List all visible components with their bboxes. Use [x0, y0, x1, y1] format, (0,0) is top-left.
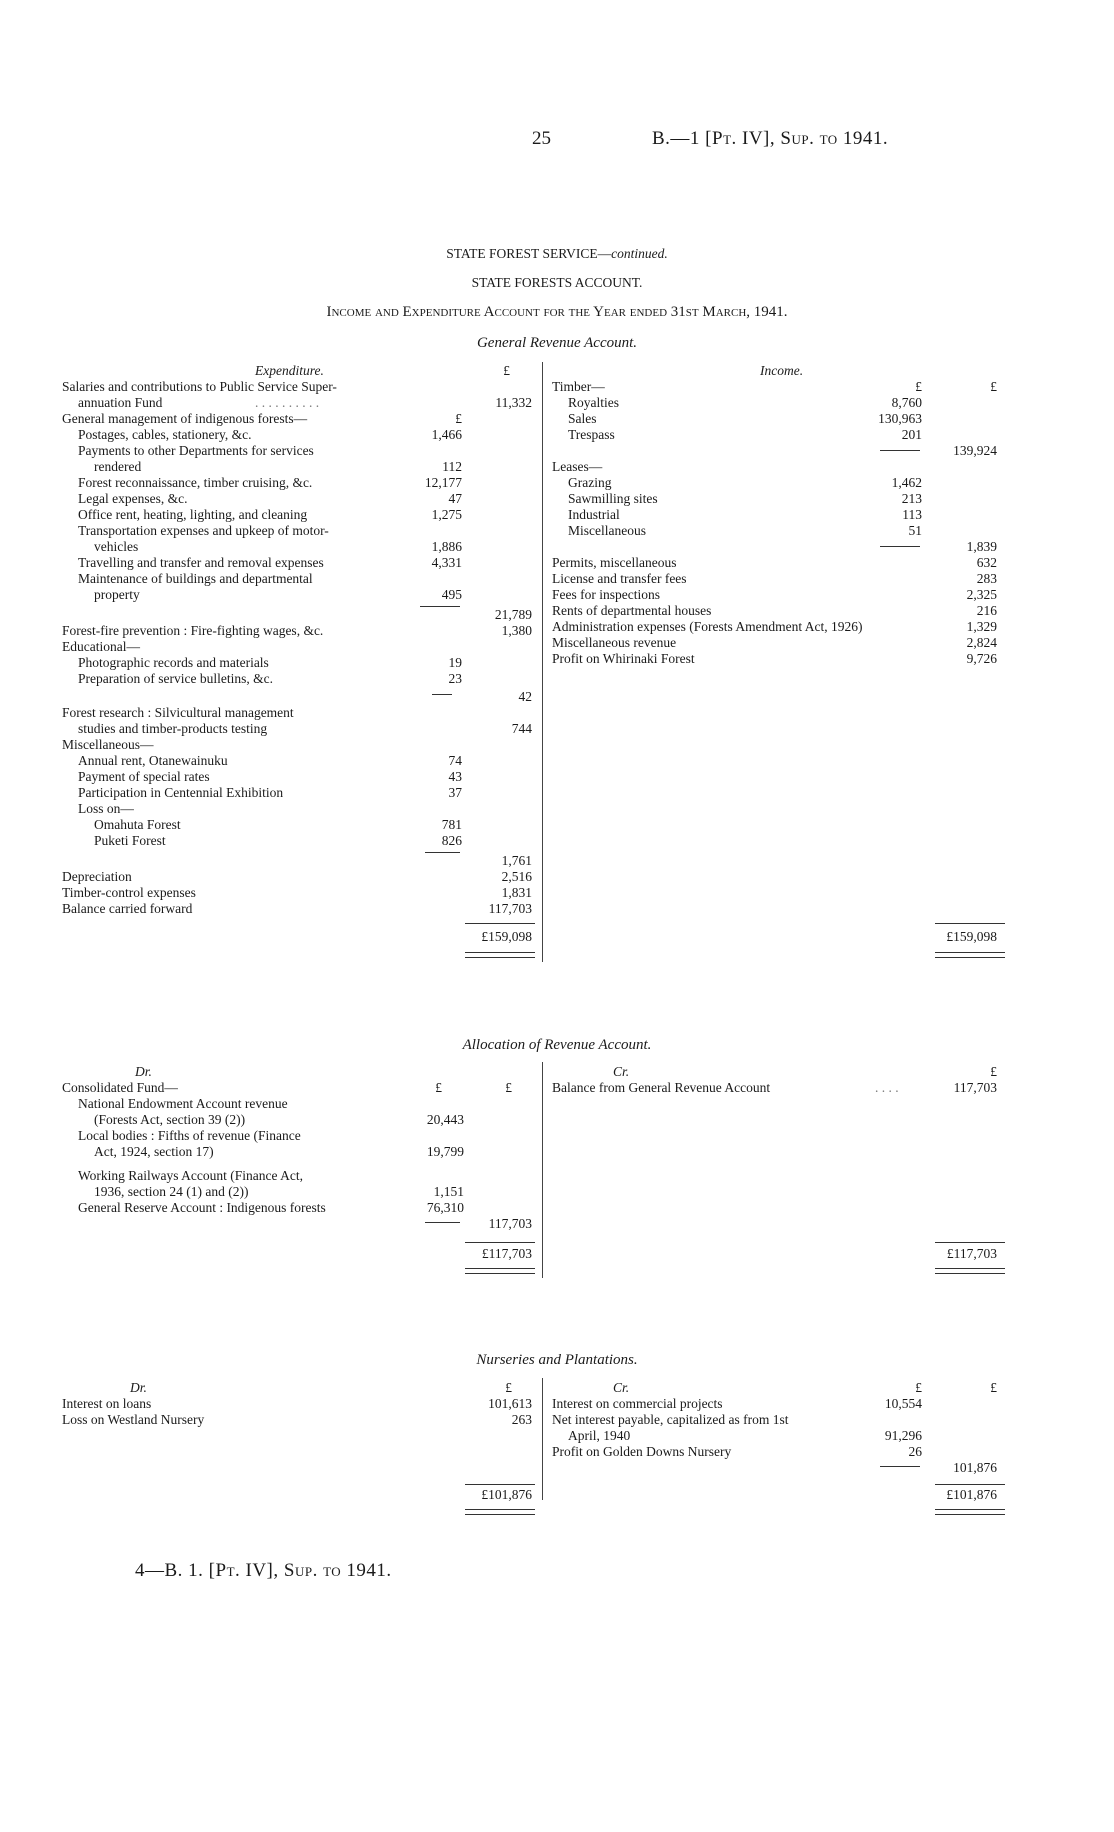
subtotal-rule — [880, 450, 920, 451]
column-divider — [542, 1378, 543, 1500]
list-item-amount: 1,329 — [966, 619, 997, 634]
list-item-label: Loss on Westland Nursery — [62, 1412, 205, 1427]
list-item-label: Preparation of service bulletins, &c. — [78, 671, 273, 686]
list-item-label: Omahuta Forest — [94, 817, 181, 832]
statement-title: Income and Expenditure Account for the Year ended 31st March, 1941. — [326, 304, 788, 320]
list-item-label: License and transfer fees — [552, 571, 687, 586]
timber-control-total: 1,831 — [501, 885, 532, 900]
leader-dots: . . . . — [875, 1080, 899, 1095]
list-item-label: Payment of special rates — [78, 769, 210, 784]
list-item-amount: 113 — [902, 507, 922, 522]
allocation-dr-total: £117,703 — [481, 1246, 532, 1261]
list-item-amount: 263 — [511, 1412, 532, 1427]
educational-label: Educational— — [62, 639, 140, 654]
column-divider — [542, 362, 543, 962]
list-item-label: Sawmilling sites — [568, 491, 658, 506]
subtotal-rule — [880, 546, 920, 547]
allocation-dr-subtotal: 117,703 — [488, 1216, 532, 1231]
nurseries-dr-heading: Dr. — [130, 1380, 147, 1395]
nurseries-cr-pound: £ — [990, 1380, 997, 1395]
list-item-label: Forest reconnaissance, timber cruising, &c. — [78, 475, 313, 490]
subtotal-rule — [425, 852, 460, 853]
list-item-label: Maintenance of buildings and departmental — [78, 571, 313, 586]
list-item-label: Industrial — [568, 507, 620, 522]
list-item-label: Annual rent, Otanewainuku — [78, 753, 228, 768]
subtotal-rule — [880, 1466, 920, 1467]
general-management-label: General management of indigenous forests— — [62, 411, 308, 426]
subtotal-rule — [420, 606, 460, 607]
net-interest-label-cont: April, 1940 — [568, 1428, 631, 1443]
list-item-amount: 37 — [448, 785, 462, 800]
list-item-label: Miscellaneous revenue — [552, 635, 677, 650]
salaries-label-cont: annuation Fund — [78, 395, 163, 410]
list-item-amount: 781 — [441, 817, 462, 832]
allocation-dr-pound: £ — [435, 1080, 442, 1095]
depreciation-total: 2,516 — [501, 869, 532, 884]
general-reserve-amount: 76,310 — [426, 1200, 464, 1215]
list-item-amount: 632 — [976, 555, 997, 570]
income-grand-total: £159,098 — [946, 929, 997, 944]
miscellaneous-label: Miscellaneous— — [62, 737, 154, 752]
working-railways-label-cont: 1936, section 24 (1) and (2)) — [94, 1184, 249, 1199]
commercial-projects-amount: 10,554 — [884, 1396, 922, 1411]
net-interest-amount: 91,296 — [884, 1428, 922, 1443]
balance-forward-total: 117,703 — [488, 901, 532, 916]
list-item-label: Permits, miscellaneous — [552, 555, 677, 570]
expenditure-pound-header: £ — [503, 363, 510, 378]
list-item-amount: 826 — [441, 833, 462, 848]
list-item-amount: 1,462 — [891, 475, 922, 490]
nurseries-cr-subtotal: 101,876 — [953, 1460, 997, 1475]
list-item-label: Interest on loans — [62, 1396, 152, 1411]
list-item-amount: 47 — [448, 491, 462, 506]
list-item-amount: 1,886 — [431, 539, 462, 554]
general-reserve-label: General Reserve Account : Indigenous forests — [78, 1200, 326, 1215]
list-item-label: Rents of departmental houses — [552, 603, 712, 618]
research-total: 744 — [511, 721, 532, 736]
list-item-label: Sales — [568, 411, 597, 426]
leases-total: 1,839 — [966, 539, 997, 554]
list-item-label: rendered — [94, 459, 142, 474]
list-item-label: Office rent, heating, lighting, and cleaning — [78, 507, 308, 522]
account-title: STATE FORESTS ACCOUNT. — [471, 275, 643, 290]
page-number: 25 — [532, 128, 551, 149]
commercial-projects-label: Interest on commercial projects — [552, 1396, 723, 1411]
timber-label: Timber— — [552, 379, 605, 394]
list-item-amount: 51 — [908, 523, 922, 538]
research-label-cont: studies and timber-products testing — [78, 721, 268, 736]
consolidated-fund-label: Consolidated Fund— — [62, 1080, 178, 1095]
fire-prevention-total: 1,380 — [501, 623, 532, 638]
leases-label: Leases— — [552, 459, 603, 474]
list-item-amount: 43 — [448, 769, 462, 784]
list-item-amount: 101,613 — [488, 1396, 532, 1411]
total-rule — [935, 1242, 1005, 1243]
allocation-cr-total: £117,703 — [946, 1246, 997, 1261]
list-item-amount: 283 — [976, 571, 997, 586]
educational-total: 42 — [518, 689, 532, 704]
double-rule — [935, 1509, 1005, 1515]
list-item-label: Puketi Forest — [94, 833, 166, 848]
nurseries-cr-pound: £ — [915, 1380, 922, 1395]
allocation-dr-heading: Dr. — [135, 1064, 152, 1079]
timber-control-label: Timber-control expenses — [62, 885, 196, 900]
general-management-total: 21,789 — [494, 607, 532, 622]
national-endowment-line1: National Endowment Account revenue — [78, 1096, 288, 1111]
balance-forward-label: Balance carried forward — [62, 901, 193, 916]
list-item-amount: 1,275 — [431, 507, 462, 522]
list-item-label: property — [94, 587, 140, 602]
service-title-continued: continued. — [611, 246, 668, 261]
double-rule — [935, 952, 1005, 958]
allocation-cr-pound: £ — [990, 1064, 997, 1079]
income-pound-header: £ — [990, 379, 997, 394]
golden-downs-amount: 26 — [908, 1444, 922, 1459]
national-endowment-label-cont: (Forests Act, section 39 (2)) — [94, 1112, 246, 1127]
double-rule — [935, 1268, 1005, 1274]
list-item-label: Participation in Centennial Exhibition — [78, 785, 284, 800]
nurseries-cr-total: £101,876 — [946, 1487, 997, 1502]
document-reference: B.—1 [Pt. IV], Sup. to 1941. — [652, 128, 889, 149]
list-item-amount: 8,760 — [891, 395, 922, 410]
net-interest-label: Net interest payable, capitalized as from 1st — [552, 1412, 789, 1427]
nurseries-heading: Nurseries and Plantations. — [476, 1352, 638, 1368]
list-item-amount: 112 — [442, 459, 462, 474]
list-item-amount: 74 — [448, 753, 462, 768]
list-item-amount: 213 — [901, 491, 922, 506]
local-bodies-label-cont: Act, 1924, section 17) — [94, 1144, 214, 1159]
list-item-amount: 216 — [976, 603, 997, 618]
national-endowment-amount: 20,443 — [426, 1112, 464, 1127]
nurseries-dr-pound: £ — [505, 1380, 512, 1395]
allocation-balance-amount: 117,703 — [953, 1080, 997, 1095]
service-title-text: STATE FOREST SERVICE— — [446, 246, 612, 261]
allocation-cr-heading: Cr. — [613, 1064, 630, 1079]
general-management-pound: £ — [455, 411, 462, 426]
working-railways-amount: 1,151 — [433, 1184, 464, 1199]
list-item-label: Royalties — [568, 395, 619, 410]
income-pound-header: £ — [915, 379, 922, 394]
total-rule — [935, 923, 1005, 924]
loss-label: Loss on— — [78, 801, 134, 816]
list-item-label: Payments to other Departments for services — [78, 443, 314, 458]
list-item-label: Legal expenses, &c. — [78, 491, 188, 506]
local-bodies-amount: 19,799 — [426, 1144, 464, 1159]
golden-downs-label: Profit on Golden Downs Nursery — [552, 1444, 732, 1459]
nurseries-dr-total: £101,876 — [481, 1487, 532, 1502]
working-railways-label: Working Railways Account (Finance Act, — [78, 1168, 303, 1183]
column-divider — [542, 1062, 543, 1278]
leader-dots: . . . . . . . . . . — [255, 395, 320, 410]
double-rule — [465, 1268, 535, 1274]
total-rule — [465, 1484, 535, 1485]
list-item-amount: 130,963 — [878, 411, 922, 426]
list-item-label: Profit on Whirinaki Forest — [552, 651, 695, 666]
list-item-label: Grazing — [568, 475, 612, 490]
general-revenue-heading: General Revenue Account. — [476, 335, 638, 351]
subtotal-rule — [425, 1222, 460, 1223]
nurseries-cr-heading: Cr. — [613, 1380, 630, 1395]
total-rule — [935, 1484, 1005, 1485]
list-item-amount: 2,824 — [966, 635, 997, 650]
allocation-dr-pound: £ — [505, 1080, 512, 1095]
fire-prevention-label: Forest-fire prevention : Fire-fighting wages, &c. — [62, 623, 324, 638]
double-rule — [465, 952, 535, 958]
list-item-label: Miscellaneous — [568, 523, 646, 538]
subtotal-rule — [432, 694, 452, 695]
list-item-label: Fees for inspections — [552, 587, 660, 602]
list-item-amount: 23 — [448, 671, 462, 686]
list-item-amount: 495 — [441, 587, 462, 602]
list-item-amount: 1,466 — [431, 427, 462, 442]
list-item-amount: 9,726 — [966, 651, 997, 666]
list-item-amount: 12,177 — [424, 475, 462, 490]
expenditure-grand-total: £159,098 — [481, 929, 532, 944]
total-rule — [465, 1242, 535, 1243]
salaries-total: 11,332 — [495, 395, 532, 410]
depreciation-label: Depreciation — [62, 869, 132, 884]
allocation-balance-label: Balance from General Revenue Account — [552, 1080, 771, 1095]
list-item-amount: 4,331 — [431, 555, 462, 570]
list-item-label: Trespass — [568, 427, 615, 442]
service-title — [0, 246, 1114, 262]
list-item-label: Administration expenses (Forests Amendment Act, 1926) — [552, 619, 863, 634]
footer-signature: 4—B. 1. [Pt. IV], Sup. to 1941. — [135, 1560, 392, 1581]
list-item-amount: 19 — [448, 655, 462, 670]
double-rule — [465, 1509, 535, 1515]
list-item-label: Postages, cables, stationery, &c. — [78, 427, 252, 442]
salaries-label: Salaries and contributions to Public Service Super- — [62, 379, 337, 394]
research-label: Forest research : Silvicultural management — [62, 705, 294, 720]
national-endowment-label — [78, 1096, 398, 1112]
income-heading: Income. — [760, 363, 804, 378]
local-bodies-label: Local bodies : Fifths of revenue (Finance — [78, 1128, 301, 1143]
list-item-amount: 201 — [901, 427, 922, 442]
list-item-amount: 2,325 — [966, 587, 997, 602]
total-rule — [465, 923, 535, 924]
list-item-label: vehicles — [94, 539, 139, 554]
list-item-label: Photographic records and materials — [78, 655, 269, 670]
miscellaneous-total: 1,761 — [501, 853, 532, 868]
timber-total: 139,924 — [953, 443, 997, 458]
list-item-label: Transportation expenses and upkeep of motor- — [78, 523, 329, 538]
allocation-heading: Allocation of Revenue Account. — [462, 1037, 652, 1053]
expenditure-heading: Expenditure. — [255, 363, 324, 378]
list-item-label: Travelling and transfer and removal expenses — [78, 555, 324, 570]
